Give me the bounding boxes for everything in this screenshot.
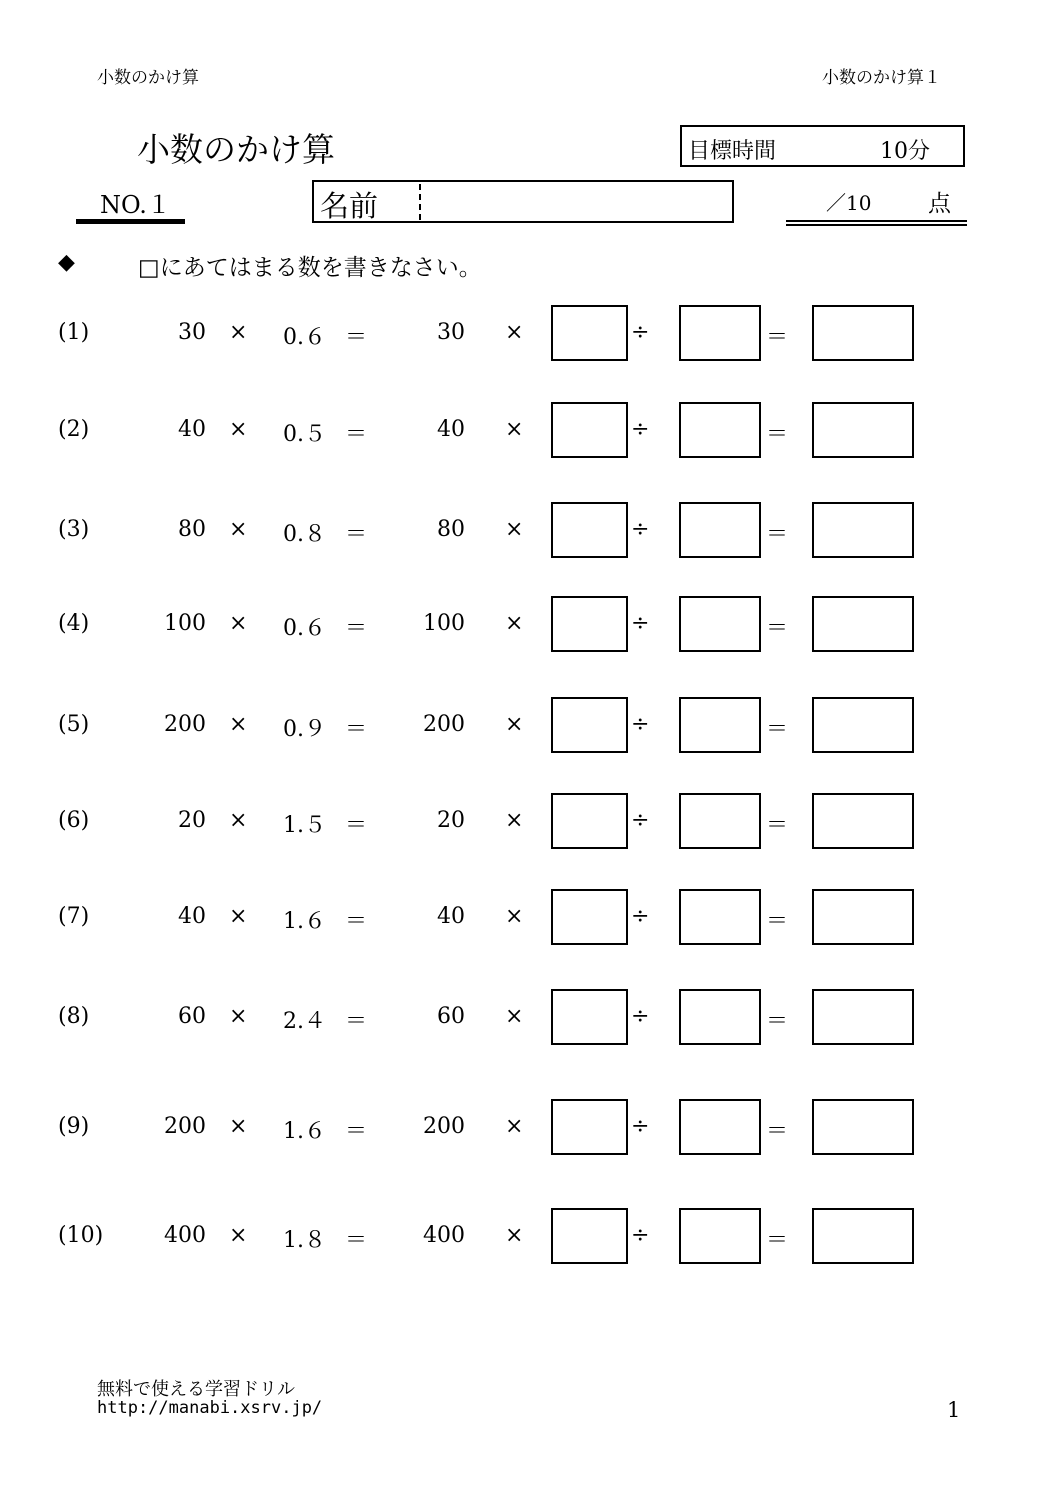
divide-sign: ÷ bbox=[631, 417, 650, 442]
name-label: 名前 bbox=[320, 189, 379, 223]
score-double-underline bbox=[786, 220, 967, 226]
operand-a-repeat: 400 bbox=[423, 1223, 465, 1248]
divide-sign: ÷ bbox=[631, 1114, 650, 1139]
operand-b: 0.６ bbox=[283, 616, 326, 641]
times-sign: × bbox=[229, 1114, 248, 1139]
answer-box-multiplier[interactable] bbox=[551, 889, 628, 945]
operand-b: 1.６ bbox=[283, 909, 326, 934]
operand-a: 60 bbox=[178, 1004, 206, 1029]
header-right: 小数のかけ算１ bbox=[822, 68, 941, 88]
equals-sign: ＝ bbox=[766, 616, 789, 641]
times-sign: × bbox=[505, 320, 524, 345]
answer-box-divisor[interactable] bbox=[679, 889, 761, 945]
divide-sign: ÷ bbox=[631, 320, 650, 345]
equals-sign: ＝ bbox=[345, 813, 368, 838]
answer-box-multiplier[interactable] bbox=[551, 596, 628, 652]
equals-sign: ＝ bbox=[345, 909, 368, 934]
score-unit: 点 bbox=[928, 191, 951, 217]
answer-box-divisor[interactable] bbox=[679, 1099, 761, 1155]
problem-number: (3) bbox=[58, 517, 90, 542]
problem-number: (9) bbox=[58, 1114, 90, 1139]
answer-box-result[interactable] bbox=[812, 1208, 914, 1264]
times-sign: × bbox=[229, 517, 248, 542]
answer-box-result[interactable] bbox=[812, 793, 914, 849]
problem-number: (6) bbox=[58, 808, 90, 833]
operand-a: 400 bbox=[164, 1223, 206, 1248]
divide-sign: ÷ bbox=[631, 904, 650, 929]
footer-site-name: 無料で使える学習ドリル bbox=[97, 1379, 295, 1400]
answer-box-result[interactable] bbox=[812, 402, 914, 458]
times-sign: × bbox=[505, 904, 524, 929]
answer-box-divisor[interactable] bbox=[679, 697, 761, 753]
operand-b: 0.８ bbox=[283, 522, 326, 547]
operand-a-repeat: 40 bbox=[437, 904, 465, 929]
operand-a: 200 bbox=[164, 1114, 206, 1139]
header-left: 小数のかけ算 bbox=[97, 68, 199, 88]
equals-sign: ＝ bbox=[766, 1119, 789, 1144]
problem-number: (1) bbox=[58, 320, 90, 345]
times-sign: × bbox=[505, 611, 524, 636]
times-sign: × bbox=[505, 712, 524, 737]
problem-number: (5) bbox=[58, 712, 90, 737]
times-sign: × bbox=[505, 1004, 524, 1029]
times-sign: × bbox=[229, 320, 248, 345]
equals-sign: ＝ bbox=[345, 1119, 368, 1144]
divide-sign: ÷ bbox=[631, 517, 650, 542]
operand-a-repeat: 40 bbox=[437, 417, 465, 442]
answer-box-divisor[interactable] bbox=[679, 596, 761, 652]
operand-a-repeat: 30 bbox=[437, 320, 465, 345]
operand-b: 2.４ bbox=[283, 1009, 326, 1034]
times-sign: × bbox=[229, 808, 248, 833]
equals-sign: ＝ bbox=[766, 1228, 789, 1253]
equals-sign: ＝ bbox=[766, 813, 789, 838]
problem-number: (4) bbox=[58, 611, 90, 636]
operand-a-repeat: 200 bbox=[423, 712, 465, 737]
times-sign: × bbox=[505, 808, 524, 833]
answer-box-result[interactable] bbox=[812, 305, 914, 361]
operand-a: 30 bbox=[178, 320, 206, 345]
problem-row bbox=[0, 1099, 1058, 1155]
equals-sign: ＝ bbox=[345, 522, 368, 547]
times-sign: × bbox=[505, 417, 524, 442]
operand-b: 0.５ bbox=[283, 422, 326, 447]
footer-url: http://manabi.xsrv.jp/ bbox=[97, 1398, 323, 1418]
operand-a-repeat: 60 bbox=[437, 1004, 465, 1029]
divide-sign: ÷ bbox=[631, 611, 650, 636]
operand-b: 0.６ bbox=[283, 325, 326, 350]
equals-sign: ＝ bbox=[345, 325, 368, 350]
answer-box-divisor[interactable] bbox=[679, 793, 761, 849]
equals-sign: ＝ bbox=[766, 1009, 789, 1034]
answer-box-multiplier[interactable] bbox=[551, 989, 628, 1045]
operand-a: 20 bbox=[178, 808, 206, 833]
target-time-label: 目標時間 bbox=[688, 139, 777, 164]
number-underline bbox=[76, 219, 185, 224]
times-sign: × bbox=[229, 611, 248, 636]
equals-sign: ＝ bbox=[345, 1228, 368, 1253]
answer-box-result[interactable] bbox=[812, 596, 914, 652]
operand-b: 1.６ bbox=[283, 1119, 326, 1144]
problem-number: (10) bbox=[58, 1223, 104, 1248]
problem-number: (7) bbox=[58, 904, 90, 929]
times-sign: × bbox=[505, 1114, 524, 1139]
answer-box-divisor[interactable] bbox=[679, 989, 761, 1045]
target-time-value: 10分 bbox=[880, 139, 930, 164]
divide-sign: ÷ bbox=[631, 712, 650, 737]
operand-a-repeat: 20 bbox=[437, 808, 465, 833]
divide-sign: ÷ bbox=[631, 808, 650, 833]
times-sign: × bbox=[229, 1223, 248, 1248]
operand-a-repeat: 80 bbox=[437, 517, 465, 542]
operand-a-repeat: 100 bbox=[423, 611, 465, 636]
problem-row bbox=[0, 1208, 1058, 1264]
problem-row bbox=[0, 596, 1058, 652]
equals-sign: ＝ bbox=[766, 717, 789, 742]
problem-row bbox=[0, 697, 1058, 753]
equals-sign: ＝ bbox=[345, 616, 368, 641]
answer-box-multiplier[interactable] bbox=[551, 1208, 628, 1264]
times-sign: × bbox=[229, 417, 248, 442]
answer-box-result[interactable] bbox=[812, 889, 914, 945]
operand-b: 1.８ bbox=[283, 1228, 326, 1253]
times-sign: × bbox=[505, 1223, 524, 1248]
answer-box-multiplier[interactable] bbox=[551, 402, 628, 458]
equals-sign: ＝ bbox=[766, 909, 789, 934]
operand-a: 40 bbox=[178, 904, 206, 929]
worksheet-number: NO.１ bbox=[100, 191, 171, 219]
operand-b: 1.５ bbox=[283, 813, 326, 838]
times-sign: × bbox=[229, 1004, 248, 1029]
target-time-box bbox=[680, 125, 965, 167]
problem-row bbox=[0, 989, 1058, 1045]
answer-box-result[interactable] bbox=[812, 1099, 914, 1155]
operand-a: 80 bbox=[178, 517, 206, 542]
divide-sign: ÷ bbox=[631, 1004, 650, 1029]
times-sign: × bbox=[505, 517, 524, 542]
problem-row bbox=[0, 305, 1058, 361]
problem-row bbox=[0, 402, 1058, 458]
answer-box-divisor[interactable] bbox=[679, 1208, 761, 1264]
answer-box-multiplier[interactable] bbox=[551, 697, 628, 753]
answer-box-result[interactable] bbox=[812, 502, 914, 558]
equals-sign: ＝ bbox=[345, 1009, 368, 1034]
answer-box-result[interactable] bbox=[812, 697, 914, 753]
operand-a: 200 bbox=[164, 712, 206, 737]
problem-row bbox=[0, 502, 1058, 558]
score-total: ／10 bbox=[826, 191, 872, 215]
operand-a: 40 bbox=[178, 417, 206, 442]
operand-b: 0.９ bbox=[283, 717, 326, 742]
divide-sign: ÷ bbox=[631, 1223, 650, 1248]
equals-sign: ＝ bbox=[345, 422, 368, 447]
problem-number: (2) bbox=[58, 417, 90, 442]
problem-row bbox=[0, 793, 1058, 849]
name-field[interactable] bbox=[312, 180, 734, 223]
problem-row bbox=[0, 889, 1058, 945]
problem-number: (8) bbox=[58, 1004, 90, 1029]
answer-box-divisor[interactable] bbox=[679, 305, 761, 361]
answer-box-divisor[interactable] bbox=[679, 502, 761, 558]
times-sign: × bbox=[229, 712, 248, 737]
answer-box-multiplier[interactable] bbox=[551, 1099, 628, 1155]
instruction-text: □にあてはまる数を書きなさい。 bbox=[138, 255, 482, 281]
equals-sign: ＝ bbox=[766, 522, 789, 547]
times-sign: × bbox=[229, 904, 248, 929]
equals-sign: ＝ bbox=[766, 325, 789, 350]
answer-box-multiplier[interactable] bbox=[551, 305, 628, 361]
name-divider bbox=[419, 184, 421, 220]
answer-box-multiplier[interactable] bbox=[551, 502, 628, 558]
operand-a: 100 bbox=[164, 611, 206, 636]
diamond-icon: ◆ bbox=[58, 250, 75, 275]
equals-sign: ＝ bbox=[766, 422, 789, 447]
answer-box-divisor[interactable] bbox=[679, 402, 761, 458]
page-title: 小数のかけ算 bbox=[137, 130, 335, 169]
equals-sign: ＝ bbox=[345, 717, 368, 742]
answer-box-multiplier[interactable] bbox=[551, 793, 628, 849]
operand-a-repeat: 200 bbox=[423, 1114, 465, 1139]
page-number: 1 bbox=[947, 1398, 961, 1422]
answer-box-result[interactable] bbox=[812, 989, 914, 1045]
